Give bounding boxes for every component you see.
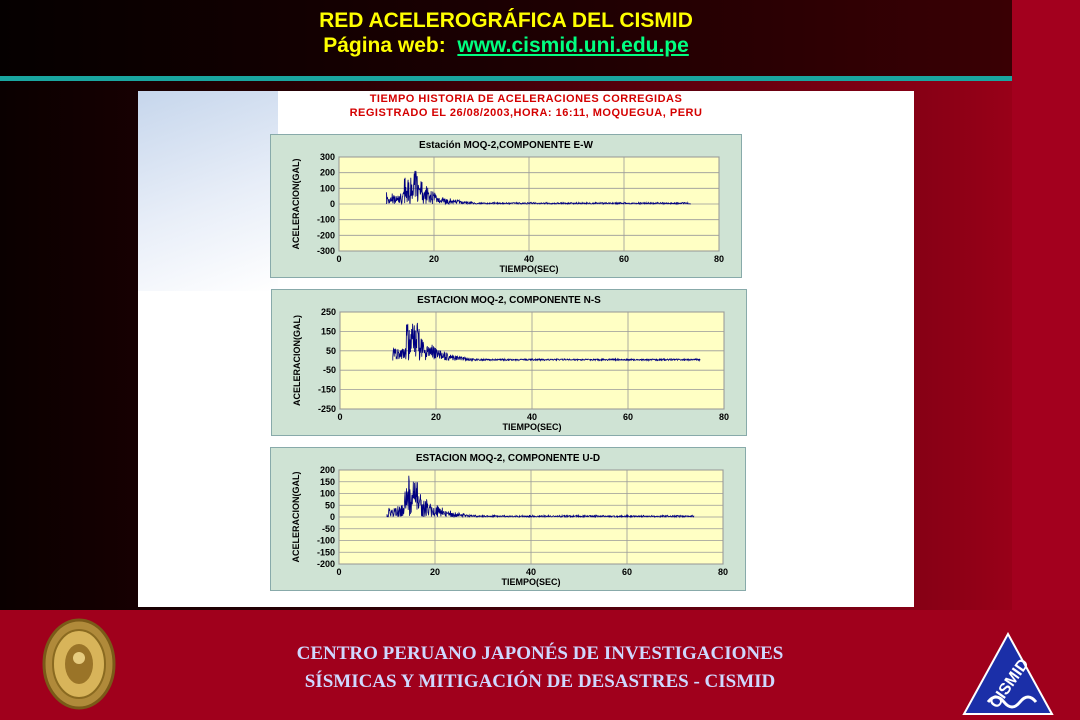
figure-panel: [138, 91, 914, 607]
y-tick-label: 50: [324, 500, 335, 511]
chart-title: ESTACION MOQ-2, COMPONENTE U-D: [415, 453, 601, 464]
x-tick-label: 40: [523, 254, 535, 264]
y-tick-label: 0: [329, 512, 335, 522]
x-tick-label: 20: [428, 254, 440, 264]
panel-decoration: [138, 91, 278, 291]
y-tick-label: -300: [316, 246, 335, 256]
y-tick-label: 150: [319, 476, 335, 487]
y-tick-label: 100: [319, 183, 335, 194]
x-tick-label: 0: [336, 567, 342, 577]
header-divider: [0, 76, 1012, 81]
chart-ns: [271, 289, 747, 436]
x-tick-label: 0: [336, 254, 342, 264]
footer-line1: CENTRO PERUANO JAPONÉS DE INVESTIGACIONES: [296, 643, 784, 664]
logo-text: CISMID: [986, 655, 1033, 712]
y-tick-label: 200: [319, 167, 335, 178]
y-tick-label: 0: [329, 199, 335, 209]
y-tick-label: 200: [319, 465, 335, 475]
page-title: RED ACELEROGRÁFICA DEL CISMID: [319, 9, 693, 32]
chart-ew-svg: [271, 135, 741, 277]
x-axis-label: TIEMPO(SEC): [501, 577, 561, 587]
y-tick-label: -100: [316, 214, 335, 225]
x-tick-label: 80: [717, 567, 729, 577]
y-tick-label: -150: [317, 384, 336, 395]
y-tick-label: -100: [316, 535, 335, 546]
footer-line2: SÍSMICAS Y MITIGACIÓN DE DESASTRES - CISMID: [304, 671, 776, 692]
y-axis-label: ACELERACION(GAL): [292, 315, 302, 406]
x-tick-label: 80: [718, 412, 730, 422]
chart-ud: [270, 447, 746, 591]
x-tick-label: 60: [618, 254, 630, 264]
x-tick-label: 80: [713, 254, 725, 264]
y-tick-label: 250: [320, 307, 336, 317]
y-tick-label: -200: [316, 230, 335, 241]
y-tick-label: 300: [319, 152, 335, 162]
web-label: Página web:: [323, 34, 446, 57]
x-tick-label: 20: [429, 567, 441, 577]
x-axis-label: TIEMPO(SEC): [499, 264, 559, 274]
y-axis-label: ACELERACION(GAL): [291, 471, 301, 563]
web-line: [0, 33, 1012, 59]
chart-title: Estación MOQ-2,COMPONENTE E-W: [419, 140, 593, 151]
footer: [0, 610, 1080, 720]
header: [0, 0, 1012, 76]
x-axis-label: TIEMPO(SEC): [502, 422, 562, 432]
chart-ns-svg: [272, 290, 746, 435]
x-tick-label: 0: [337, 412, 343, 422]
chart-ud-svg: [271, 448, 745, 590]
y-tick-label: -50: [322, 365, 336, 376]
y-tick-label: -150: [316, 547, 335, 558]
university-seal-icon: [42, 618, 116, 710]
chart-title: ESTACION MOQ-2, COMPONENTE N-S: [417, 295, 601, 306]
web-link[interactable]: www.cismid.uni.edu.pe: [457, 34, 689, 57]
y-tick-label: 50: [325, 345, 336, 356]
x-tick-label: 40: [526, 412, 538, 422]
right-strip: [1012, 0, 1080, 610]
cismid-logo-icon: [962, 632, 1054, 716]
x-tick-label: 20: [430, 412, 442, 422]
x-tick-label: 60: [621, 567, 633, 577]
x-tick-label: 60: [622, 412, 634, 422]
figure-title-line2: REGISTRADO EL 26/08/2003,HORA: 16:11, MOQUEGUA, PERU: [349, 107, 703, 119]
chart-ew: [270, 134, 742, 278]
y-tick-label: -50: [321, 523, 335, 534]
y-tick-label: -250: [317, 404, 336, 414]
y-axis-label: ACELERACION(GAL): [291, 158, 301, 250]
x-tick-label: 40: [525, 567, 537, 577]
y-tick-label: 150: [320, 326, 336, 337]
figure-title-line1: TIEMPO HISTORIA DE ACELERACIONES CORREGIDAS: [369, 93, 683, 105]
y-tick-label: -200: [316, 559, 335, 569]
y-tick-label: 100: [319, 488, 335, 499]
